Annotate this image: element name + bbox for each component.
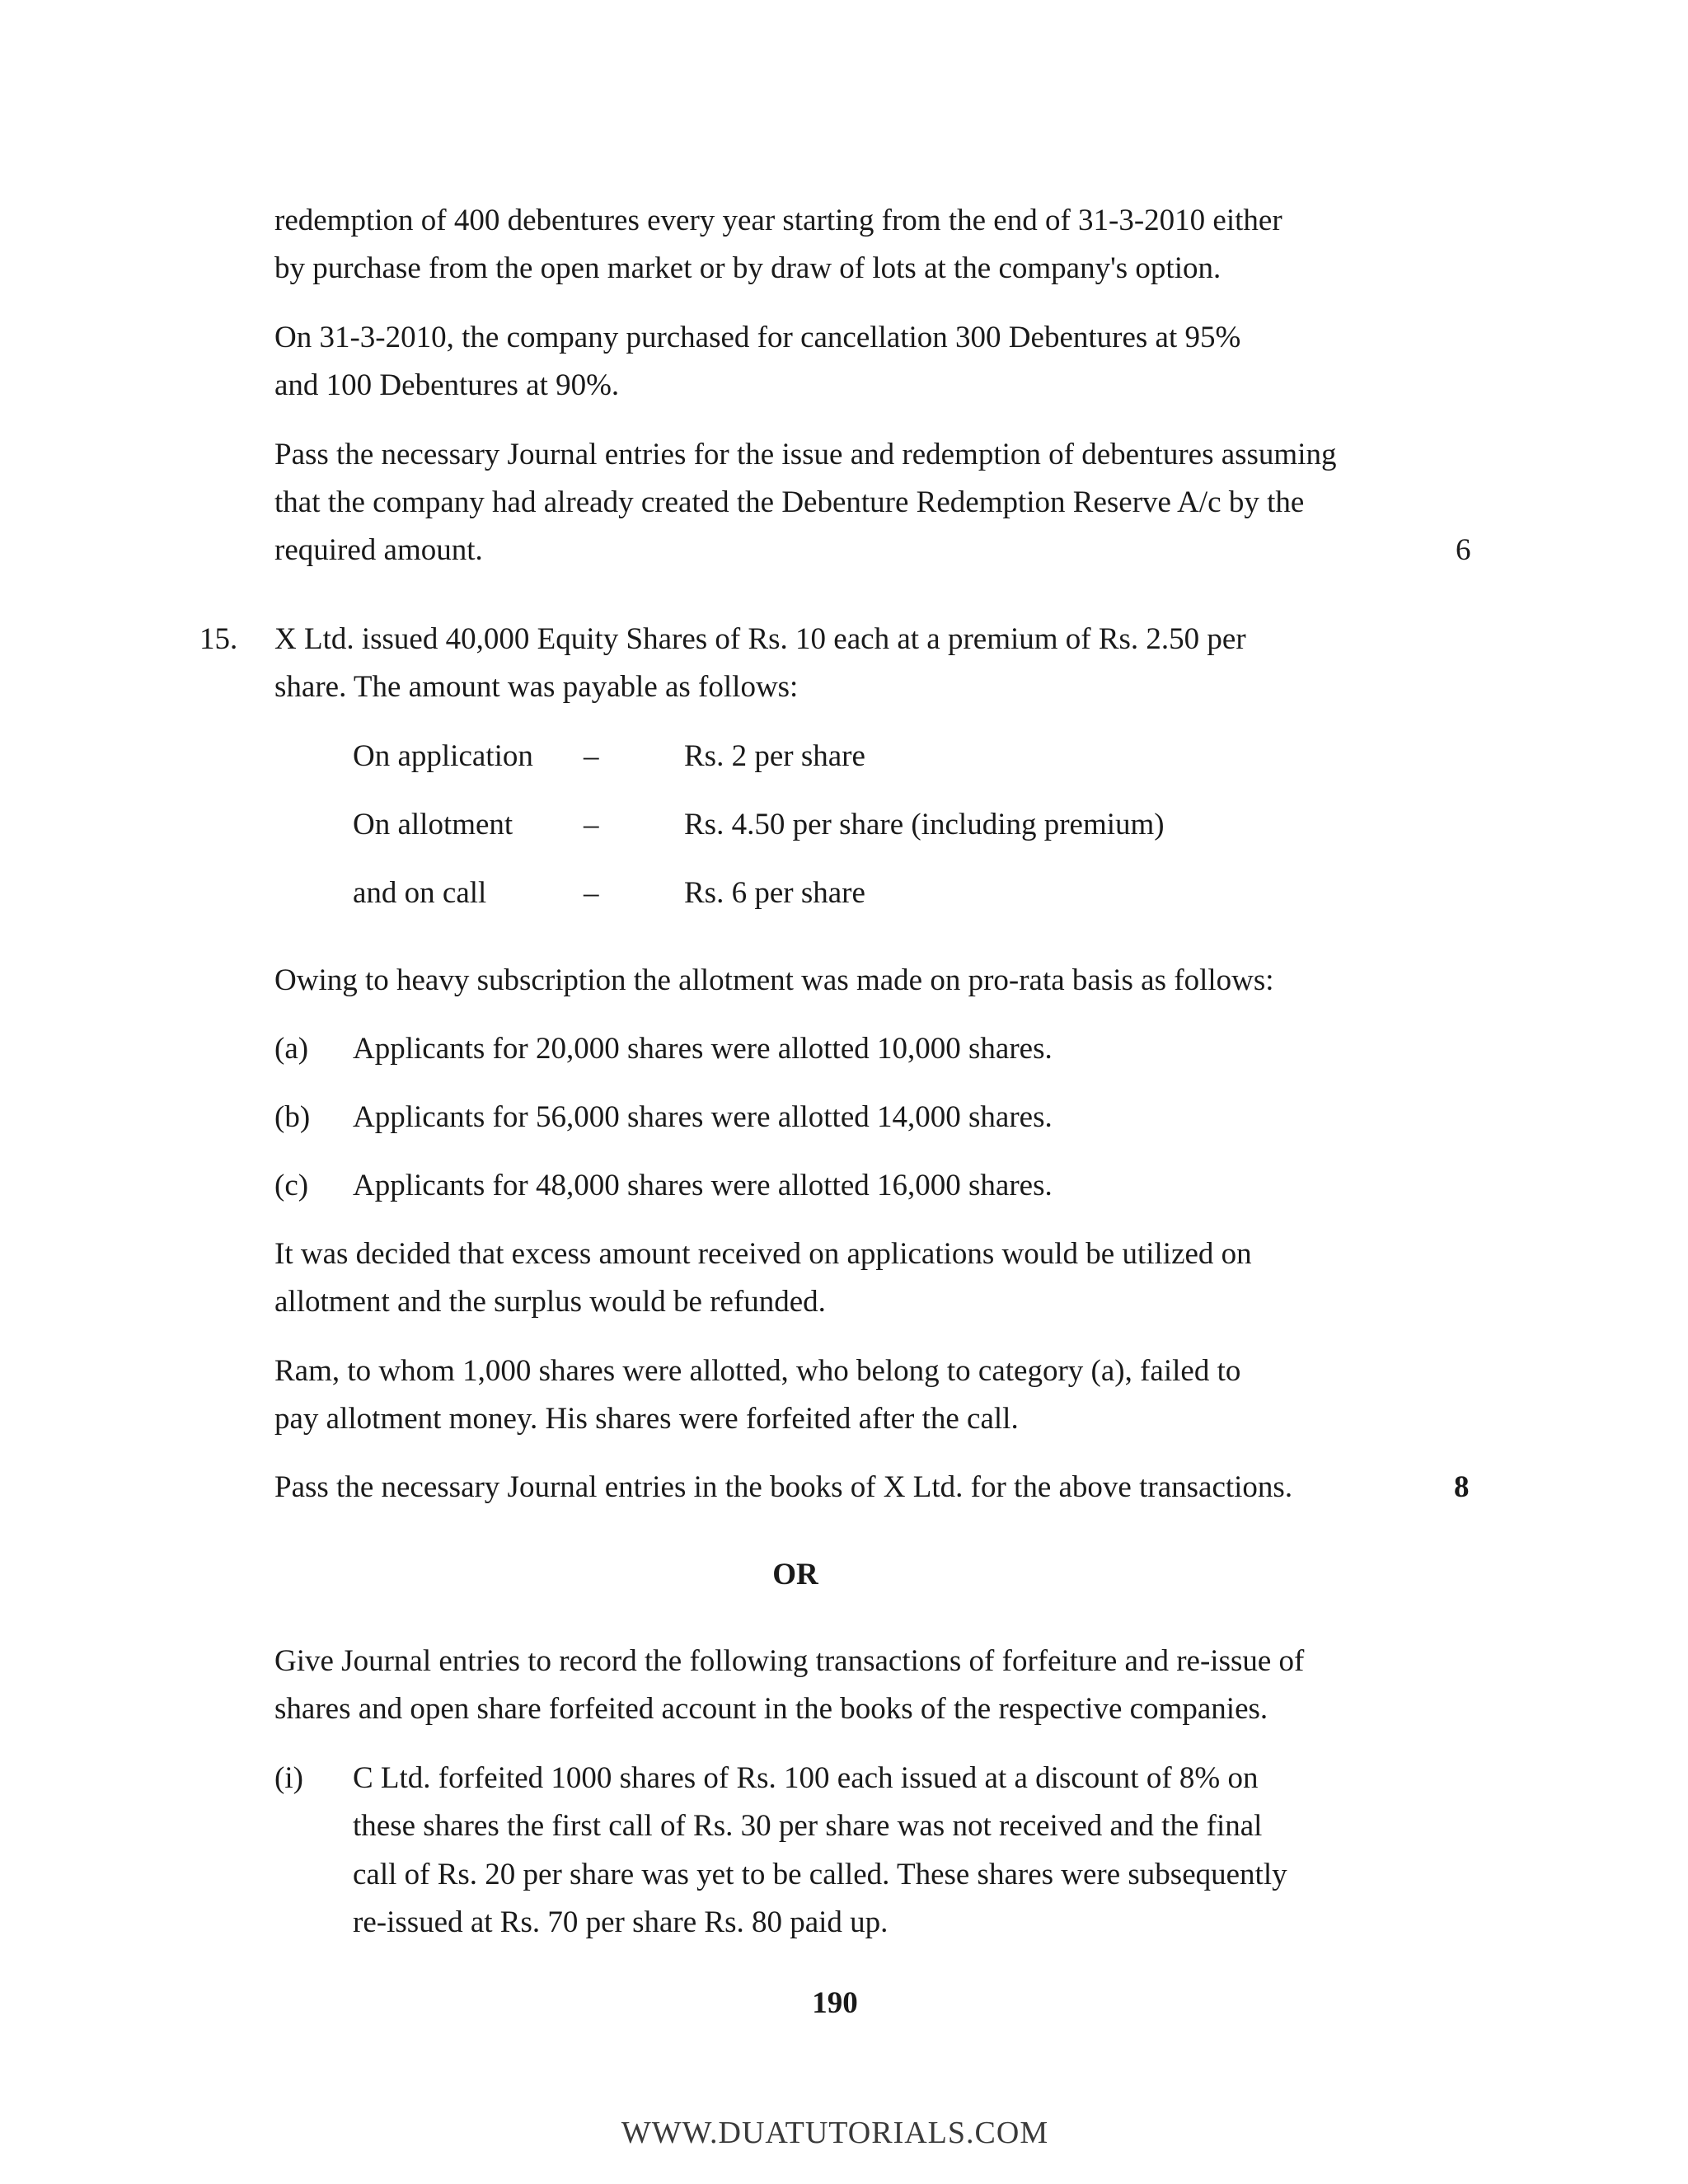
payment-dash: – — [584, 808, 599, 841]
prorata-tag: (a) — [274, 1032, 309, 1066]
alt-item-line-1: C Ltd. forfeited 1000 shares of Rs. 100 each issued at a discount of 8% on — [353, 1761, 1259, 1795]
excess-line-2: allotment and the surplus would be refunded. — [274, 1285, 826, 1319]
intro-line-1: redemption of 400 debentures every year starting from the end of 31-3-2010 either — [274, 204, 1282, 237]
marks-8: 8 — [1454, 1470, 1470, 1504]
intro-line-2: by purchase from the open market or by draw of lots at the company's option. — [274, 251, 1221, 285]
alt-line-2: shares and open share forfeited account in the books of the respective companies. — [274, 1692, 1268, 1726]
q15-instruction: Pass the necessary Journal entries in the books of X Ltd. for the above transactions. — [274, 1470, 1293, 1504]
payment-dash: – — [584, 739, 599, 773]
instruction-line-3: required amount. — [274, 533, 483, 567]
q15-line-2: share. The amount was payable as follows: — [274, 670, 799, 704]
marks-6: 6 — [1456, 533, 1471, 567]
purchase-line-1: On 31-3-2010, the company purchased for cancellation 300 Debentures at 95% — [274, 321, 1241, 354]
payment-value: Rs. 6 per share — [684, 876, 865, 910]
payment-dash: – — [584, 876, 599, 910]
prorata-tag: (c) — [274, 1169, 309, 1202]
q15-line-1: X Ltd. issued 40,000 Equity Shares of Rs. 10 each at a premium of Rs. 2.50 per — [274, 622, 1246, 656]
prorata-text: Applicants for 56,000 shares were allotted 14,000 shares. — [353, 1100, 1053, 1134]
payment-value: Rs. 4.50 per share (including premium) — [684, 808, 1165, 841]
alt-line-1: Give Journal entries to record the following transactions of forfeiture and re-issue of — [274, 1644, 1305, 1678]
alt-item-line-4: re-issued at Rs. 70 per share Rs. 80 paid up. — [353, 1905, 889, 1939]
excess-line-1: It was decided that excess amount received on applications would be utilized on — [274, 1237, 1252, 1271]
ram-line-2: pay allotment money. His shares were forfeited after the call. — [274, 1402, 1019, 1436]
payment-label: On application — [353, 739, 533, 773]
payment-label: On allotment — [353, 808, 513, 841]
payment-value: Rs. 2 per share — [684, 739, 865, 773]
footer-watermark: WWW.DUATUTORIALS.COM — [621, 2116, 1049, 2150]
prorata-text: Applicants for 20,000 shares were allotted 10,000 shares. — [353, 1032, 1053, 1066]
prorata-text: Applicants for 48,000 shares were allotted 16,000 shares. — [353, 1169, 1053, 1202]
prorata-intro: Owing to heavy subscription the allotment was made on pro-rata basis as follows: — [274, 963, 1274, 997]
question-number: 15. — [199, 622, 238, 656]
payment-label: and on call — [353, 876, 487, 910]
alt-item-tag: (i) — [274, 1761, 303, 1795]
instruction-line-1: Pass the necessary Journal entries for the issue and redemption of debentures assuming — [274, 438, 1337, 471]
alt-item-line-3: call of Rs. 20 per share was yet to be called. These shares were subsequently — [353, 1858, 1287, 1891]
or-label: OR — [772, 1558, 818, 1591]
purchase-line-2: and 100 Debentures at 90%. — [274, 368, 620, 402]
prorata-tag: (b) — [274, 1100, 311, 1134]
instruction-line-2: that the company had already created the Debenture Redemption Reserve A/c by the — [274, 485, 1305, 519]
page-number: 190 — [812, 1986, 858, 2020]
ram-line-1: Ram, to whom 1,000 shares were allotted, who belong to category (a), failed to — [274, 1354, 1241, 1388]
alt-item-line-2: these shares the first call of Rs. 30 per share was not received and the final — [353, 1809, 1263, 1843]
